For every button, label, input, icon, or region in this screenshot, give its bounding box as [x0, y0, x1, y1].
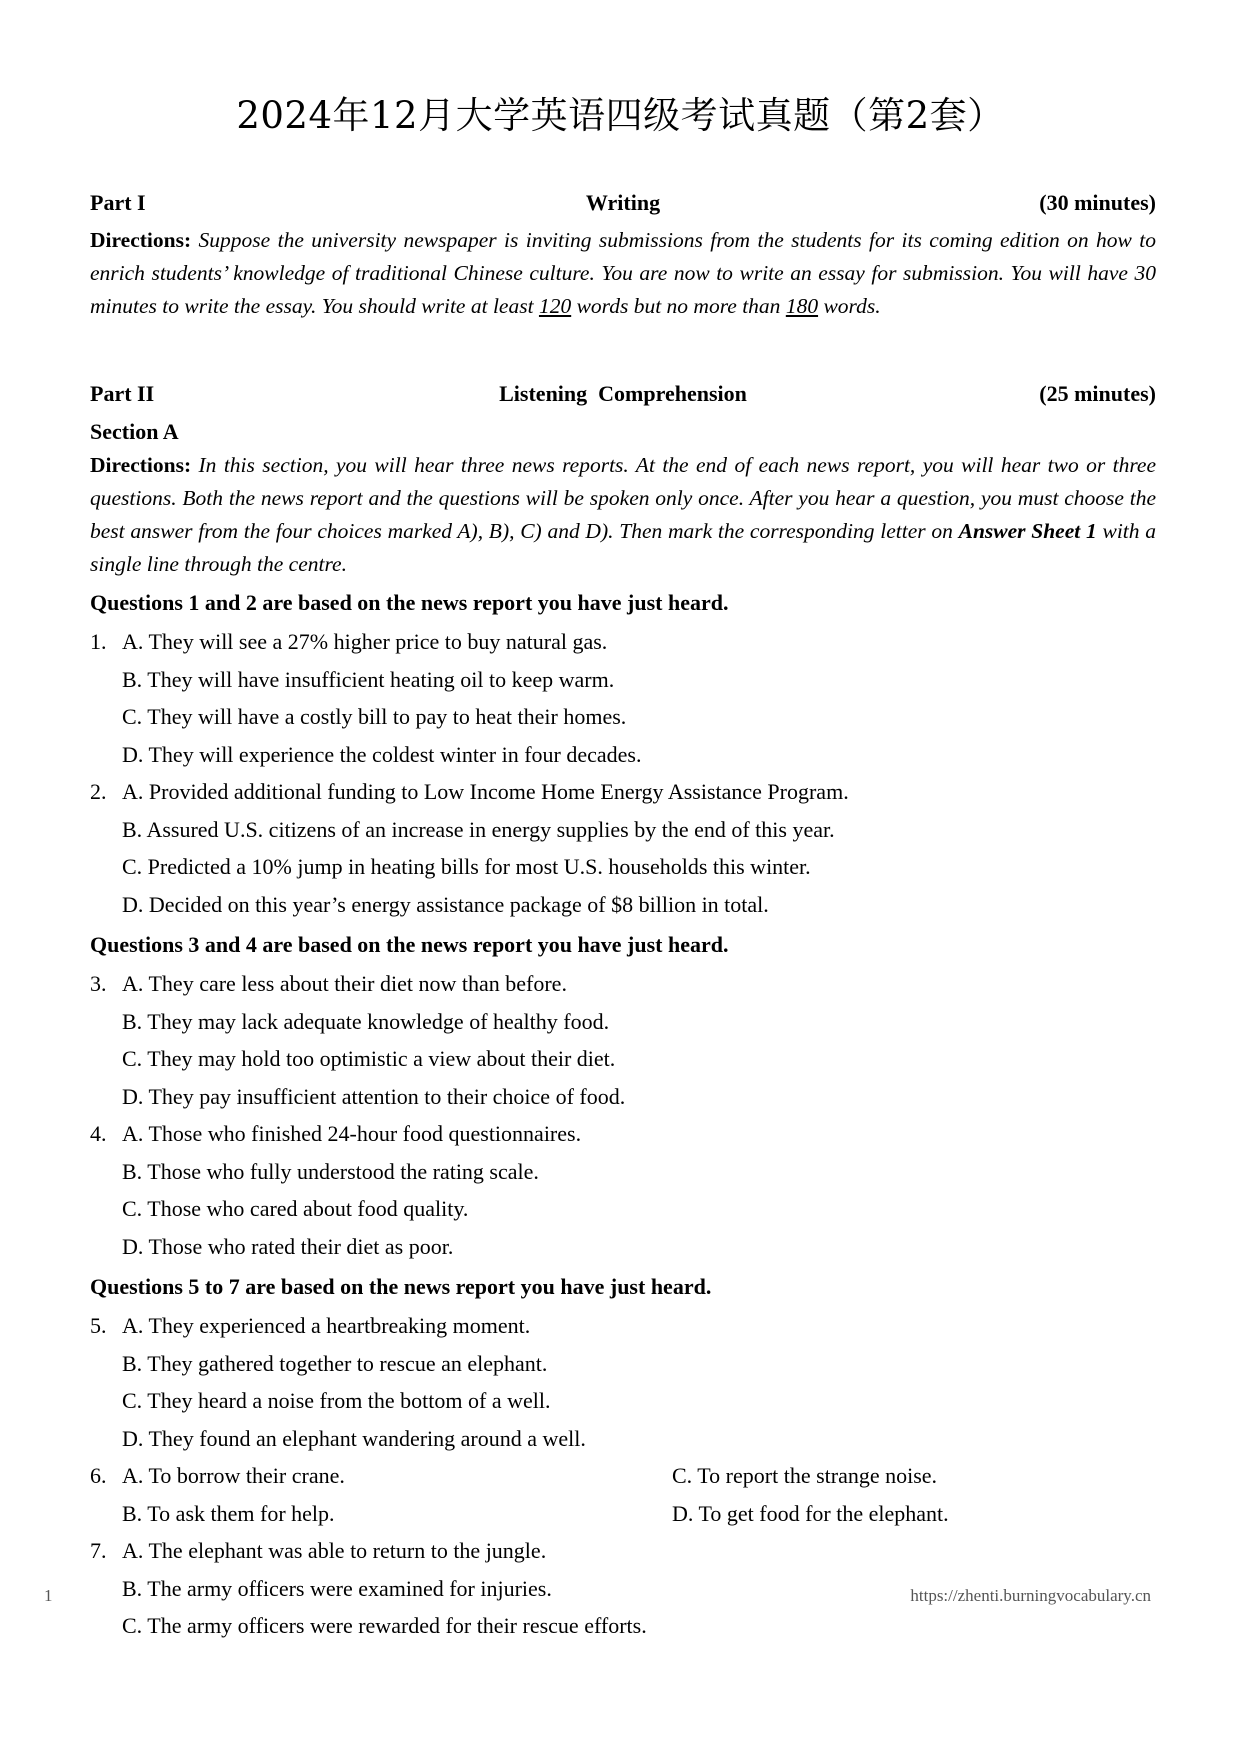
answer-option-row — [90, 1495, 1156, 1533]
footer-url: https://zhenti.burningvocabulary.cn — [910, 1586, 1151, 1605]
part2-name: Listening Comprehension — [499, 381, 747, 406]
answer-option: C. They heard a noise from the bottom of a well. — [122, 1388, 551, 1413]
page-number: 1 — [44, 1586, 53, 1605]
part1-name: Writing — [585, 190, 661, 215]
answer-option: D. They will experience the coldest winter in four decades. — [122, 741, 642, 767]
answer-option: B. The army officers were examined for injuries. — [122, 1575, 552, 1601]
question-item — [90, 1115, 1156, 1265]
question-number: 1. — [90, 629, 107, 654]
answer-option: D. Those who rated their diet as poor. — [122, 1233, 454, 1259]
answer-option: C. They may hold too optimistic a view about their diet. — [122, 1046, 616, 1071]
min-words: 120 — [538, 294, 572, 318]
page-title: 2024年12月大学英语四级考试真题（第2套） — [236, 94, 1005, 137]
max-words: 180 — [785, 294, 819, 318]
question-number: 5. — [90, 1313, 107, 1338]
question-number: 3. — [90, 971, 107, 996]
part1-time: (30 minutes) — [1039, 190, 1156, 215]
answer-option: A. They experienced a heartbreaking moment. — [122, 1313, 531, 1338]
answer-option: D. They found an elephant wandering around a well. — [122, 1425, 586, 1451]
part2-directions: Directions: In this section, you will hear three news reports. At the end of each news report, you will hear two or three questions. Both the news report and the questions will be spoken only once. After you hear a question, you must choose the best answer from the four choices marked A), B), C) and D). Then mark the corresponding letter on Answer Sheet 1 with a single line through the centre. — [90, 453, 1156, 576]
question-number: 7. — [90, 1538, 107, 1563]
answer-option: B. They will have insufficient heating oil to keep warm. — [122, 666, 615, 692]
part2-time: (25 minutes) — [1039, 381, 1156, 406]
part2-header — [90, 381, 1156, 415]
answer-option: B. Those who fully understood the rating scale. — [122, 1158, 539, 1184]
directions-label: Directions: — [90, 453, 192, 477]
question-item — [90, 1307, 1156, 1457]
answer-option: D. Decided on this year’s energy assistance package of $8 billion in total. — [122, 891, 769, 917]
question-item — [90, 965, 1156, 1115]
answer-option: B. They may lack adequate knowledge of healthy food. — [122, 1008, 610, 1034]
question-groups — [90, 586, 1156, 1645]
question-item — [90, 623, 1156, 773]
answer-sheet-label: Answer Sheet 1 — [958, 519, 1097, 543]
answer-option: C. Those who cared about food quality. — [122, 1196, 469, 1221]
answer-option: B. Assured U.S. citizens of an increase in energy supplies by the end of this year. — [122, 816, 835, 842]
answer-option: A. They care less about their diet now than before. — [122, 971, 567, 996]
answer-option: B. They gathered together to rescue an elephant. — [122, 1350, 548, 1376]
answer-option: A. Provided additional funding to Low Income Home Energy Assistance Program. — [122, 779, 849, 804]
answer-option: C. They will have a costly bill to pay to heat their homes. — [122, 704, 627, 729]
answer-option: A. The elephant was able to return to the jungle. — [122, 1538, 547, 1563]
answer-option: A. Those who finished 24-hour food questionnaires. — [122, 1121, 582, 1146]
answer-option: A. They will see a 27% higher price to buy natural gas. — [122, 629, 608, 654]
answer-option: C. Predicted a 10% jump in heating bills for most U.S. households this winter. — [122, 854, 811, 879]
question-group-header: Questions 5 to 7 are based on the news report you have just heard. — [90, 1274, 712, 1299]
question-number: 2. — [90, 779, 107, 804]
answer-option: C. The army officers were rewarded for their rescue efforts. — [122, 1613, 647, 1638]
directions-label: Directions: — [90, 228, 192, 252]
question-group-header: Questions 3 and 4 are based on the news report you have just heard. — [90, 932, 729, 957]
answer-option: B. To ask them for help. — [122, 1500, 335, 1526]
part1-directions: Directions: Suppose the university newspaper is inviting submissions from the students for its coming edition on how to enrich students’ knowledge of traditional Chinese culture. You are now to write an essay for submission. You will have 30 minutes to write the essay. You should write at least 120 words but no more than 180 words. — [90, 228, 1156, 318]
answer-option: A. To borrow their crane. — [122, 1463, 345, 1488]
part2-label: Part II — [90, 381, 155, 406]
answer-option-row — [90, 1457, 1156, 1495]
section-a-title: Section A — [90, 419, 179, 444]
part1-label: Part I — [90, 190, 146, 215]
exam-content — [90, 190, 1156, 1645]
answer-option: C. To report the strange noise. — [672, 1463, 938, 1488]
question-item — [90, 773, 1156, 923]
question-item — [90, 1457, 1156, 1532]
question-number: 4. — [90, 1121, 107, 1146]
answer-option: D. They pay insufficient attention to their choice of food. — [122, 1083, 626, 1109]
answer-option: D. To get food for the elephant. — [672, 1500, 949, 1526]
part1-header — [90, 190, 1156, 224]
question-group-header: Questions 1 and 2 are based on the news report you have just heard. — [90, 590, 729, 615]
question-number: 6. — [90, 1463, 107, 1488]
